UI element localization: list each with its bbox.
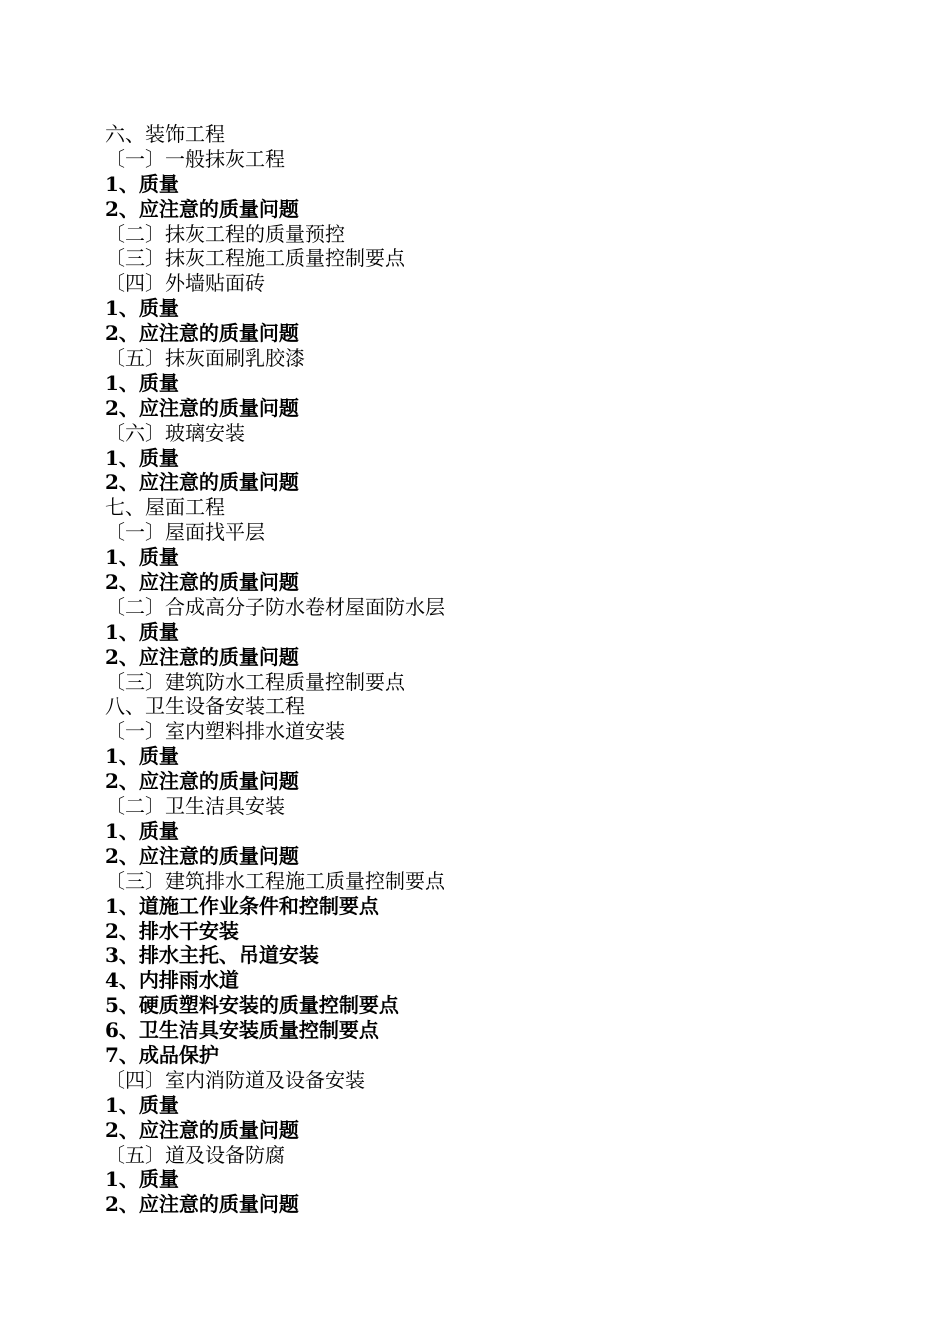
outline-line: 2、应注意的质量问题	[105, 570, 299, 595]
outline-line: 2、应注意的质量问题	[105, 644, 299, 669]
outline-line: 〔二〕卫生洁具安装	[105, 794, 285, 819]
outline-line: 1、质量	[105, 545, 179, 570]
outline-line: 1、质量	[105, 619, 179, 644]
outline-line: 1、质量	[105, 1167, 179, 1192]
outline-line: 2、应注意的质量问题	[105, 843, 299, 868]
outline-line: 7、成品保护	[105, 1042, 219, 1067]
outline-line: 1、质量	[105, 445, 179, 470]
outline-line: 六、装饰工程	[105, 122, 225, 146]
outline-line: 〔四〕外墙贴面砖	[105, 271, 265, 296]
outline-line: 〔四〕室内消防道及设备安装	[105, 1067, 365, 1092]
outline-line: 1、道施工作业条件和控制要点	[105, 893, 379, 918]
outline-line: 〔三〕建筑排水工程施工质量控制要点	[105, 868, 445, 893]
outline-line: 2、应注意的质量问题	[105, 1117, 299, 1142]
outline-line: 2、应注意的质量问题	[105, 395, 299, 420]
outline-line: 1、质量	[105, 744, 179, 769]
outline-line: 4、内排雨水道	[105, 968, 239, 993]
outline-line: 〔三〕抹灰工程施工质量控制要点	[105, 246, 405, 271]
outline-line: 1、质量	[105, 296, 179, 321]
outline-line: 七、屋面工程	[105, 495, 225, 520]
outline-line: 〔一〕一般抹灰工程	[105, 146, 285, 171]
outline-line: 〔五〕道及设备防腐	[105, 1142, 285, 1167]
outline-line: 〔一〕室内塑料排水道安装	[105, 719, 345, 744]
outline-line: 3、排水主托、吊道安装	[105, 943, 319, 968]
outline-line: 八、卫生设备安装工程	[105, 694, 305, 719]
outline-line: 2、应注意的质量问题	[105, 321, 299, 346]
outline-line: 〔二〕抹灰工程的质量预控	[105, 221, 345, 246]
outline-line: 1、质量	[105, 818, 179, 843]
outline-line: 1、质量	[105, 1092, 179, 1117]
outline-line: 2、应注意的质量问题	[105, 196, 299, 221]
outline-line: 2、应注意的质量问题	[105, 1192, 299, 1217]
document-outline	[105, 122, 445, 1217]
outline-line: 〔三〕建筑防水工程质量控制要点	[105, 669, 405, 694]
outline-line: 1、质量	[105, 171, 179, 196]
outline-line: 6、卫生洁具安装质量控制要点	[105, 1018, 379, 1043]
outline-line: 2、应注意的质量问题	[105, 769, 299, 794]
outline-line: 1、质量	[105, 370, 179, 395]
outline-line: 〔五〕抹灰面刷乳胶漆	[105, 346, 305, 371]
outline-line: 〔六〕玻璃安装	[105, 420, 245, 445]
outline-line: 〔一〕屋面找平层	[105, 520, 265, 545]
outline-line: 5、硬质塑料安装的质量控制要点	[105, 993, 399, 1018]
outline-line: 〔二〕合成高分子防水卷材屋面防水层	[105, 594, 445, 619]
outline-line: 2、应注意的质量问题	[105, 470, 299, 495]
outline-line: 2、排水干安装	[105, 918, 239, 943]
